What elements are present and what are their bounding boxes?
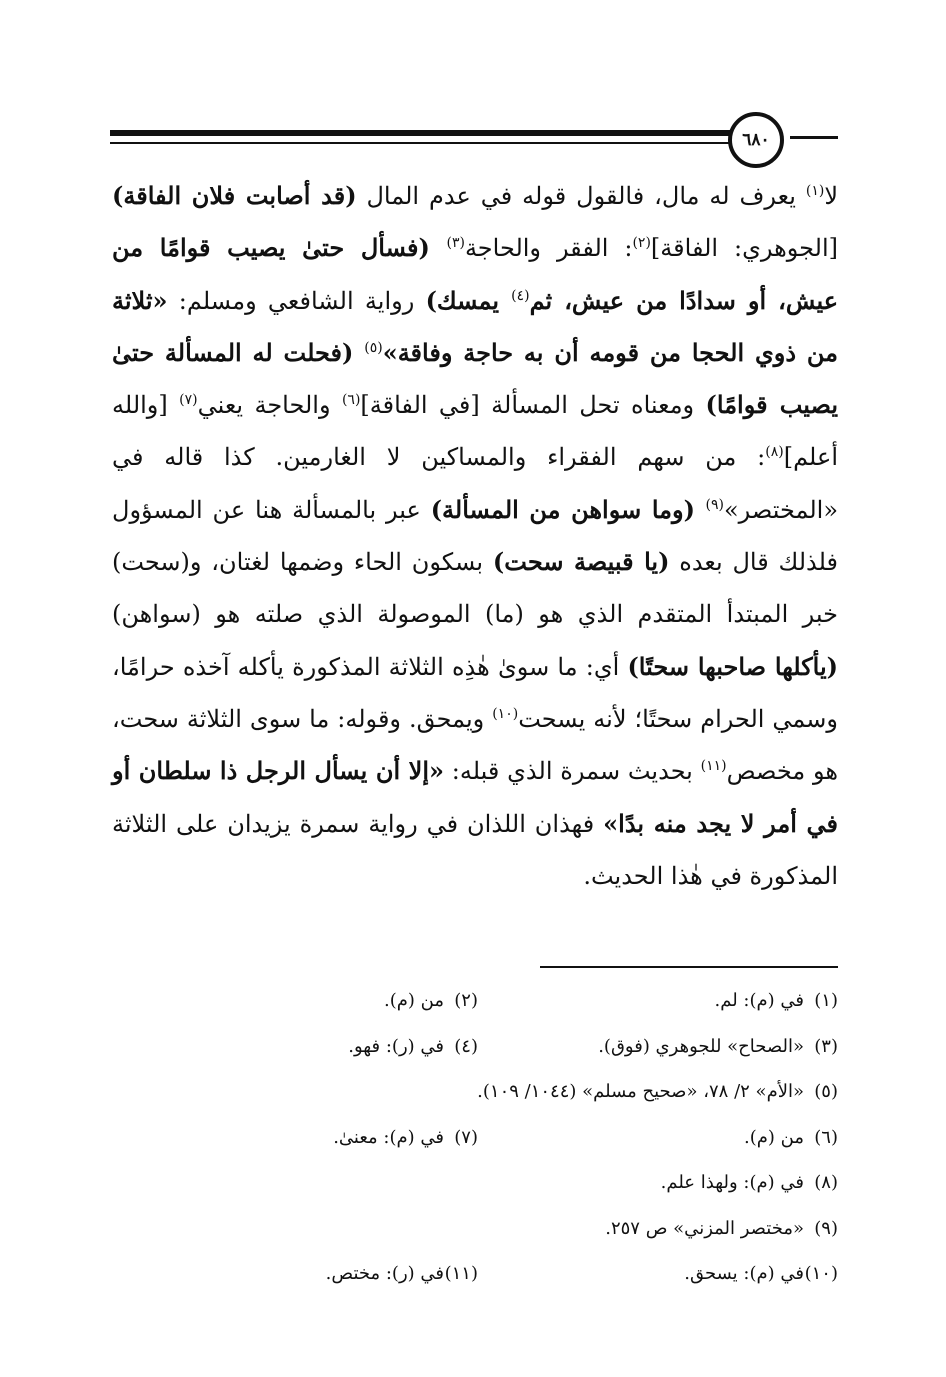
hadith-quote: (قد أصابت فلان الفاقة)	[112, 181, 357, 210]
hadith-quote: «إلا أن يسأل الرجل ذا سلطان أو في أمر لا يجد منه بدًا»	[112, 756, 839, 838]
footnote-7: (٧)في (م): معنىٰ.	[333, 1126, 478, 1148]
hadith-quote: يمسك)	[425, 285, 512, 315]
hadith-quote: (وما سواهن من المسألة)	[430, 494, 706, 524]
footnote-1: (١)في (م): لم.	[714, 990, 838, 1012]
footnote-row	[112, 978, 838, 1024]
main-text	[112, 170, 838, 902]
footnote-ref: (٩)	[705, 496, 724, 513]
footnote-10: (١٠)في (م): يسحق.	[684, 1263, 838, 1285]
text-run: لا	[824, 182, 838, 210]
hadith-quote: (فحلت له المسألة حتىٰ يصيب قوامًا)	[112, 337, 838, 420]
footnote-ref: (١٠)	[492, 705, 519, 722]
text-run: [الجوهري: الفاقة]	[650, 234, 838, 263]
text-run: : الفقر والحاجة	[464, 234, 633, 263]
footnote-4: (٤)في (ر): فهو.	[348, 1035, 478, 1057]
text-run: يعرف له مال، فالقول قوله في عدم المال	[356, 182, 806, 210]
footnote-11: (١١)في (ر): مختص.	[325, 1263, 478, 1285]
text-run: ومعناه تحل المسألة [في الفاقة]	[360, 391, 706, 420]
text-run: [والله أعلم]	[112, 391, 838, 472]
text-run: والحاجة يعني	[197, 391, 342, 420]
footnote-3: (٣)«الصحاح» للجوهري (فوق).	[598, 1035, 838, 1057]
footnote-ref: (٦)	[341, 392, 361, 409]
page-number: ٦٨٠	[728, 112, 784, 168]
footnote-ref: (٣)	[446, 235, 465, 252]
footnote-row	[112, 1115, 838, 1161]
text-run: بسكون الحاء وضمها لغتان، و(سحت) خبر المبتدأ المتقدم الذي هو (ما) الموصولة الذي صلته هو (سواهن)	[112, 548, 838, 629]
text-run: بحديث سمرة الذي قبله:	[444, 757, 701, 786]
text-run: أي: ما سوىٰ هٰذِه الثلاثة المذكورة يأكله آخذه حرامًا، وسمي الحرام سحتًا؛ لأنه يسحت	[112, 652, 838, 733]
hadith-quote: (يأكلها صاحبها سحتًا)	[627, 651, 838, 681]
footnote-ref: (٨)	[765, 444, 784, 461]
footnote-ref: (١١)	[700, 758, 727, 775]
header-rule-thick	[110, 130, 730, 136]
footnote-row	[112, 1069, 838, 1115]
footnote-row	[112, 1160, 838, 1206]
footnotes	[112, 978, 838, 1297]
hadith-quote: (يا قبيصة سحت)	[492, 547, 670, 577]
text-run: : من سهم الفقراء والمساكين لا الغارمين. كذا قاله في «المختصر»	[112, 443, 838, 524]
page-header	[110, 112, 838, 168]
footnote-ref: (١)	[805, 183, 825, 199]
footnote-2: (٢)من (م).	[384, 990, 478, 1012]
footnote-ref: (٤)	[511, 287, 530, 304]
footnote-9: (٩)«مختصر المزني» ص ٢٥٧.	[605, 1217, 838, 1239]
text-run: عبر بالمسألة هنا عن المسؤول فلذلك قال بعده	[112, 495, 839, 577]
footnote-separator	[540, 966, 838, 968]
text-run: ويمحق. وقوله: ما سوى الثلاثة سحت، هو مخصص	[112, 704, 839, 786]
footnote-row	[112, 1251, 838, 1297]
hadith-quote: «ثلاثة من ذوي الحجا من قومه أن به حاجة وفاقة»	[112, 285, 838, 367]
text-run: رواية الشافعي ومسلم:	[167, 286, 426, 315]
header-rule-right	[790, 136, 838, 139]
text-run: فهذان اللذان في رواية سمرة يزيدان على الثلاثة المذكورة في هٰذا الحديث.	[112, 809, 838, 890]
footnote-ref: (٢)	[632, 235, 651, 252]
footnote-ref: (٥)	[364, 339, 383, 356]
footnote-row	[112, 1024, 838, 1070]
footnote-ref: (٧)	[179, 392, 198, 409]
hadith-quote: (فسأل حتىٰ يصيب قوامًا من عيش، أو سدادًا من عيش، ثم	[112, 233, 839, 315]
footnote-row	[112, 1206, 838, 1252]
footnote-8: (٨)في (م): ولهذا علم.	[660, 1172, 838, 1194]
footnote-5: (٥)«الأم» ٢/ ٧٨، «صحيح مسلم» (١٠٤٤/ ١٠٩).	[477, 1081, 838, 1103]
body-paragraph	[112, 170, 838, 902]
header-rule-thin	[110, 142, 730, 144]
footnote-6: (٦)من (م).	[744, 1126, 838, 1148]
